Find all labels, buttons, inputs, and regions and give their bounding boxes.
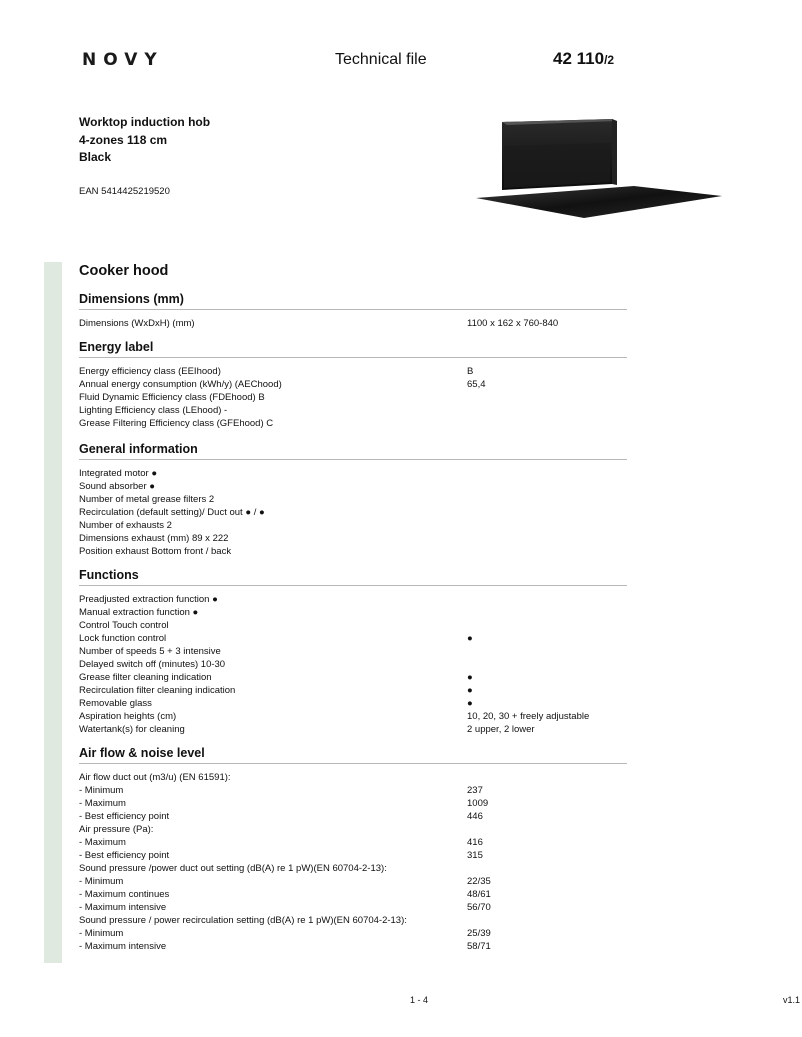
table-row xyxy=(79,914,627,927)
table-row xyxy=(79,506,627,519)
product-image xyxy=(474,118,724,228)
table-row xyxy=(79,658,627,671)
section-general-rows xyxy=(79,467,627,558)
row-label: Grease filter cleaning indication xyxy=(79,672,212,683)
row-label: Delayed switch off (minutes) 10-30 xyxy=(79,659,226,670)
product-info xyxy=(79,114,210,167)
row-label: Fluid Dynamic Efficiency class (FDEhood) B xyxy=(79,392,265,403)
table-row xyxy=(79,927,627,940)
row-value: 315 xyxy=(467,850,483,861)
table-row xyxy=(79,545,627,558)
main-title: Cooker hood xyxy=(79,263,169,279)
table-row xyxy=(79,875,627,888)
product-size: 4-zones 118 cm xyxy=(79,132,168,147)
ean-code: EAN 5414425219520 xyxy=(79,186,170,197)
section-dimensions-title: Dimensions (mm) xyxy=(79,292,627,310)
row-label: - Maximum xyxy=(79,798,126,809)
row-label: - Best efficiency point xyxy=(79,811,170,822)
table-row xyxy=(79,784,627,797)
row-label: Position exhaust Bottom front / back xyxy=(79,546,232,557)
row-value: 65,4 xyxy=(467,379,486,390)
table-row xyxy=(79,317,627,330)
table-row xyxy=(79,723,627,736)
row-label: - Maximum continues xyxy=(79,889,170,900)
row-label: Recirculation filter cleaning indication xyxy=(79,685,236,696)
table-row xyxy=(79,810,627,823)
table-row xyxy=(79,467,627,480)
row-label: Manual extraction function ● xyxy=(79,607,199,618)
row-value: 10, 20, 30 + freely adjustable xyxy=(467,711,590,722)
row-value: ● xyxy=(467,672,473,683)
doc-title: Technical file xyxy=(335,51,427,68)
product-type: Worktop induction hob xyxy=(79,115,211,129)
row-label: Recirculation (default setting)/ Duct out ● / ● xyxy=(79,507,265,518)
row-label: Annual energy consumption (kWh/y) (AEChood) xyxy=(79,379,282,390)
row-label: - Maximum xyxy=(79,837,126,848)
table-row xyxy=(79,480,627,493)
row-label: Sound pressure / power recirculation setting (dB(A) re 1 pW)(EN 60704-2-13): xyxy=(79,915,407,926)
table-row xyxy=(79,797,627,810)
row-label: Removable glass xyxy=(79,698,152,709)
doc-number-main: 42 110 xyxy=(553,49,605,68)
row-label: Lighting Efficiency class (LEhood) - xyxy=(79,405,228,416)
row-label: - Minimum xyxy=(79,876,124,887)
row-label: Control Touch control xyxy=(79,620,169,631)
table-row xyxy=(79,417,627,430)
table-row xyxy=(79,404,627,417)
row-value: 22/35 xyxy=(467,876,491,887)
table-row xyxy=(79,849,627,862)
row-label: - Minimum xyxy=(79,928,124,939)
row-label: Lock function control xyxy=(79,633,167,644)
table-row xyxy=(79,519,627,532)
product-color: Black xyxy=(79,150,112,164)
table-row xyxy=(79,862,627,875)
row-value: ● xyxy=(467,698,473,709)
row-value: 48/61 xyxy=(467,889,491,900)
table-row xyxy=(79,632,627,645)
row-value: B xyxy=(467,366,474,377)
table-row xyxy=(79,378,627,391)
row-label: Dimensions exhaust (mm) 89 x 222 xyxy=(79,533,229,544)
doc-number xyxy=(553,49,614,69)
table-row xyxy=(79,823,627,836)
version-label: v1.1 xyxy=(783,995,801,1005)
content xyxy=(79,262,627,953)
row-value: 58/71 xyxy=(467,941,491,952)
table-row xyxy=(79,493,627,506)
row-label: Number of metal grease filters 2 xyxy=(79,494,215,505)
row-label: Grease Filtering Efficiency class (GFEhood) C xyxy=(79,418,274,429)
row-value: 446 xyxy=(467,811,483,822)
table-row xyxy=(79,901,627,914)
table-row xyxy=(79,684,627,697)
row-label: - Minimum xyxy=(79,785,124,796)
row-label: Energy efficiency class (EEIhood) xyxy=(79,366,221,377)
table-row xyxy=(79,365,627,378)
row-label: Number of exhausts 2 xyxy=(79,520,172,531)
row-label: Watertank(s) for cleaning xyxy=(79,724,185,735)
table-row xyxy=(79,710,627,723)
section-airflow-rows xyxy=(79,771,627,953)
row-value: 416 xyxy=(467,837,483,848)
table-row xyxy=(79,697,627,710)
row-value: 25/39 xyxy=(467,928,491,939)
row-value: ● xyxy=(467,633,473,644)
row-label: Aspiration heights (cm) xyxy=(79,711,177,722)
row-label: Sound pressure /power duct out setting (dB(A) re 1 pW)(EN 60704-2-13): xyxy=(79,863,387,874)
row-label: Integrated motor ● xyxy=(79,468,158,479)
table-row xyxy=(79,391,627,404)
table-row xyxy=(79,532,627,545)
row-label: Air flow duct out (m3/u) (EN 61591): xyxy=(79,772,231,783)
section-functions-title: Functions xyxy=(79,568,627,586)
table-row xyxy=(79,645,627,658)
row-value: 56/70 xyxy=(467,902,491,913)
novy-logo: NOVY xyxy=(82,50,164,70)
section-general-title: General information xyxy=(79,442,627,460)
row-value: 1009 xyxy=(467,798,489,809)
table-row xyxy=(79,593,627,606)
section-functions-rows xyxy=(79,593,627,736)
section-energy-title: Energy label xyxy=(79,340,627,358)
side-bar xyxy=(44,262,62,963)
row-value: 1100 x 162 x 760-840 xyxy=(467,318,559,329)
row-value: 2 upper, 2 lower xyxy=(467,724,535,735)
section-airflow-title: Air flow & noise level xyxy=(79,746,627,764)
section-dimensions-rows xyxy=(79,317,627,330)
table-row xyxy=(79,606,627,619)
row-label: Number of speeds 5 + 3 intensive xyxy=(79,646,221,657)
table-row xyxy=(79,771,627,784)
page-number: 1 - 4 xyxy=(410,995,429,1005)
row-label: Sound absorber ● xyxy=(79,481,155,492)
row-value: ● xyxy=(467,685,473,696)
table-row xyxy=(79,940,627,953)
row-label: - Best efficiency point xyxy=(79,850,170,861)
section-energy-rows xyxy=(79,365,627,430)
row-label: Preadjusted extraction function ● xyxy=(79,594,218,605)
row-value: 237 xyxy=(467,785,483,796)
table-row xyxy=(79,619,627,632)
table-row xyxy=(79,836,627,849)
row-label: Air pressure (Pa): xyxy=(79,824,154,835)
doc-number-suffix: /2 xyxy=(604,53,615,67)
table-row xyxy=(79,671,627,684)
row-label: - Maximum intensive xyxy=(79,902,167,913)
row-label: Dimensions (WxDxH) (mm) xyxy=(79,318,195,329)
table-row xyxy=(79,888,627,901)
row-label: - Maximum intensive xyxy=(79,941,167,952)
